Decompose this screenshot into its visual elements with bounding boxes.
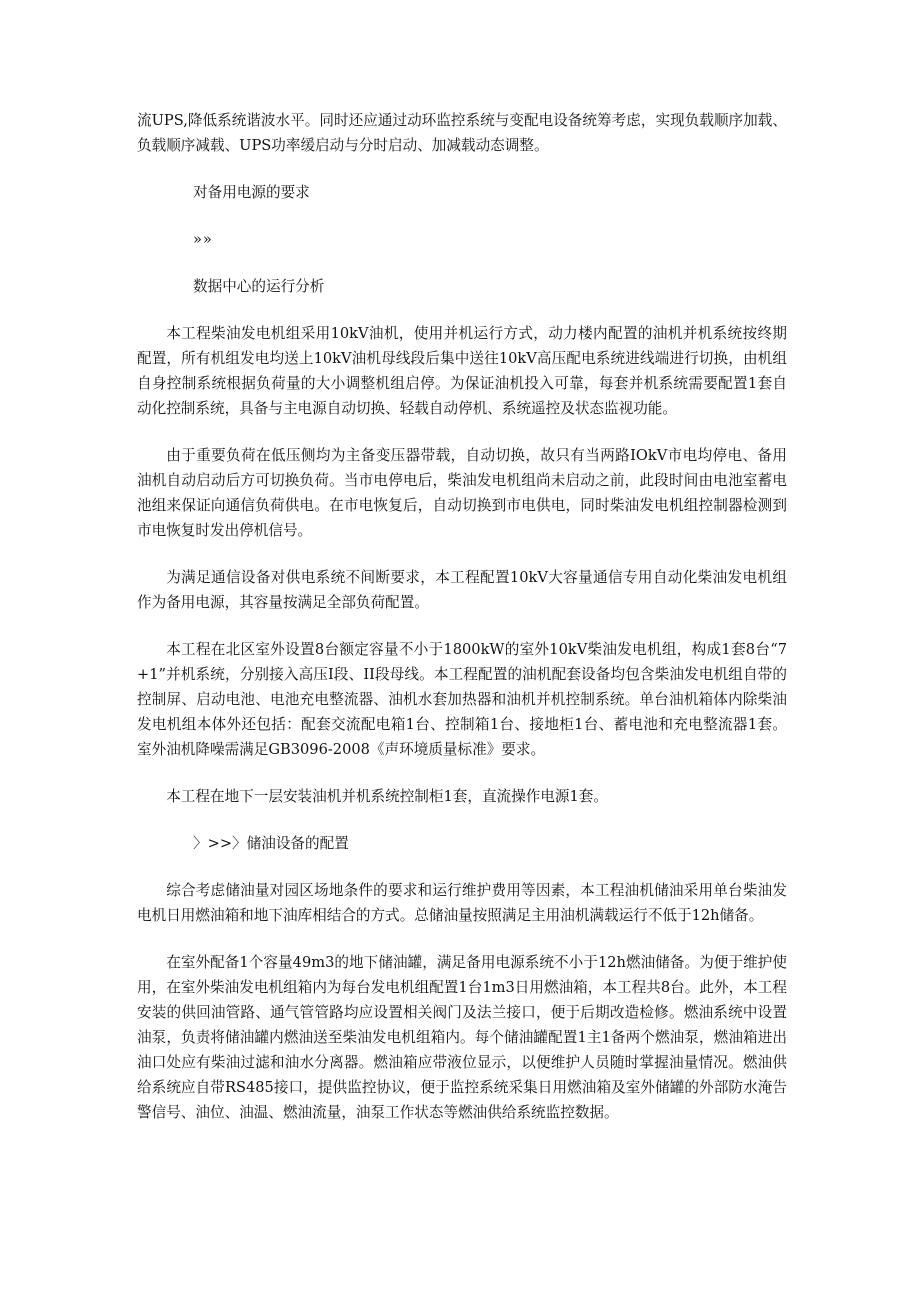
paragraph-load-switching: 由于重要负荷在低压侧均为主备变压器带载，自动切换，故只有当两路IOkV市电均停电、备用油机自动启动后方可切换负荷。当市电停电后，柴油发电机组尚未启动之前，此段时间由电池室蓄电池组来保证向通信负荷供电。在市电恢复后，自动切换到市电供电，同时柴油发电机组控制器检测到市电恢复时发出停机信号。 [137,447,787,539]
paragraph-generator-parallel-system: 本工程柴油发电机组采用10kV油机，使用并机运行方式，动力楼内配置的油机并机系统按终期配置，所有机组发电均送上10kV油机母线段后集中送往10kV高压配电系统进线端进行切换，由机组自身控制系统根据负荷量的大小调整机组启停。为保证油机投入可靠，每套并机系统需要配置1套自动化控制系统，具备与主电源自动切换、轻载自动停机、系统遥控及状态监视功能。 [137,325,787,417]
paragraph-backup-capacity: 为满足通信设备对供电系统不间断要求，本工程配置10kV大容量通信专用自动化柴油发电机组作为备用电源，其容量按满足全部负荷配置。 [137,569,787,611]
paragraph-fuel-tank-details: 在室外配备1个容量49m3的地下储油罐，满足备用电源系统不小于12h燃油储备。为便于维护使用，在室外柴油发电机组箱内为每台发电机组配置1台1m3日用燃油箱，本工程共8台。此外，本工程安装的供回油管路、通气管管路均应设置相关阀门及法兰接口，便于后期改造检修。燃油系统中设置油泵，负责将储油罐内燃油送至柴油发电机组箱内。每个储油罐配置1主1备两个燃油泵，燃油箱进出油口处应有柴油过滤和油水分离器。燃油箱应带液位显示，以便维护人员随时掌握油量情况。燃油供给系统应自带RS485接口，提供监控协议，便于监控系统采集日用燃油箱及室外储罐的外部防水淹告警信号、油位、油温、燃油流量，油泵工作状态等燃油供给系统监控数据。 [137,954,787,1121]
heading-backup-power-requirements: 对备用电源的要求 [193,184,310,201]
section-marker: »» [193,231,213,248]
paragraph-fuel-storage-approach: 综合考虑储油量对园区场地条件的要求和运行维护费用等因素，本工程油机储油采用单台柴油发电机日用燃油箱和地下油库相结合的方式。总储油量按照满足主用油机满载运行不低于12h储备。 [137,882,787,924]
heading-operation-analysis: 数据中心的运行分析 [193,278,325,295]
heading-fuel-storage: 〉>>〉储油设备的配置 [193,835,349,852]
document-body [137,108,787,1147]
paragraph-ups-load-control: 流UPS,降低系统谐波水平。同时还应通过动环监控系统与变配电设备统筹考虑，实现负载顺序加载、负载顺序减载、UPS功率缓启动与分时启动、加减载动态调整。 [137,112,787,154]
paragraph-generator-units: 本工程在北区室外设置8台额定容量不小于1800kW的室外10kV柴油发电机组，构成1套8台“7+1”并机系统，分别接入高压I段、II段母线。本工程配置的油机配套设备均包含柴油发电机组自带的控制屏、启动电池、电池充电整流器、油机水套加热器和油机并机控制系统。单台油机箱体内除柴油发电机组本体外还包括：配套交流配电箱1台、控制箱1台、接地柜1台、蓄电池和充电整流器1套。室外油机降噪需满足GB3096-2008《声环境质量标准》要求。 [137,641,787,758]
paragraph-control-cabinet: 本工程在地下一层安装油机并机系统控制柜1套，直流操作电源1套。 [166,788,608,805]
